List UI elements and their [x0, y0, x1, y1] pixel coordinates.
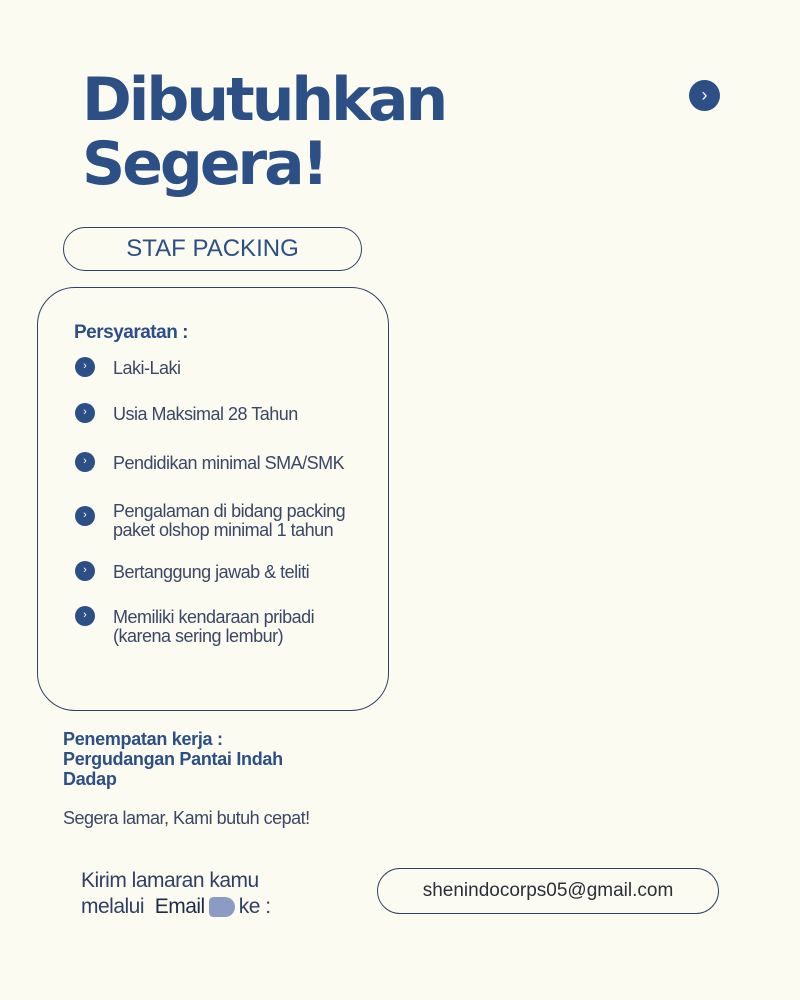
chevron-bullet-icon: › [75, 561, 95, 581]
requirements-box [37, 287, 389, 711]
send-method: Email [154, 895, 205, 918]
send-prefix: melalui [81, 895, 145, 918]
email-address[interactable]: shenindocorps05@gmail.com [377, 868, 719, 914]
requirement-item [75, 359, 181, 378]
title-line-1: Dibutuhkan [82, 65, 446, 135]
requirement-text: Bertanggung jawab & teliti [113, 562, 310, 582]
poster-title [82, 65, 446, 199]
requirement-text: Memiliki kendaraan pribadi (karena sering lembur) [113, 607, 315, 646]
requirement-item [75, 563, 309, 582]
requirement-item [75, 454, 344, 473]
requirement-item [75, 608, 314, 646]
chevron-bullet-icon: › [75, 506, 95, 526]
requirement-item [75, 502, 345, 540]
send-line-1: Kirim lamaran kamu [81, 869, 259, 892]
requirement-text: Usia Maksimal 28 Tahun [113, 404, 298, 424]
redacted-blob [209, 897, 235, 917]
chevron-bullet-icon: › [75, 452, 95, 472]
requirement-text: Laki-Laki [113, 358, 181, 378]
chevron-bullet-icon: › [75, 606, 95, 626]
chevron-right-icon: › [689, 80, 720, 111]
requirements-heading: Persyaratan : [74, 322, 188, 343]
placement-text: Penempatan kerja : Pergudangan Pantai Indah Dadap [63, 729, 283, 789]
title-line-2: Segera! [82, 129, 326, 199]
position-badge: STAF PACKING [63, 227, 362, 271]
requirement-item [75, 405, 298, 424]
requirement-text: Pendidikan minimal SMA/SMK [113, 453, 345, 473]
chevron-bullet-icon: › [75, 403, 95, 423]
chevron-bullet-icon: › [75, 357, 95, 377]
send-instructions [81, 868, 271, 920]
send-suffix: ke : [238, 895, 271, 918]
requirement-text: Pengalaman di bidang packing paket olshop minimal 1 tahun [113, 501, 346, 540]
urgent-text: Segera lamar, Kami butuh cepat! [63, 808, 310, 828]
